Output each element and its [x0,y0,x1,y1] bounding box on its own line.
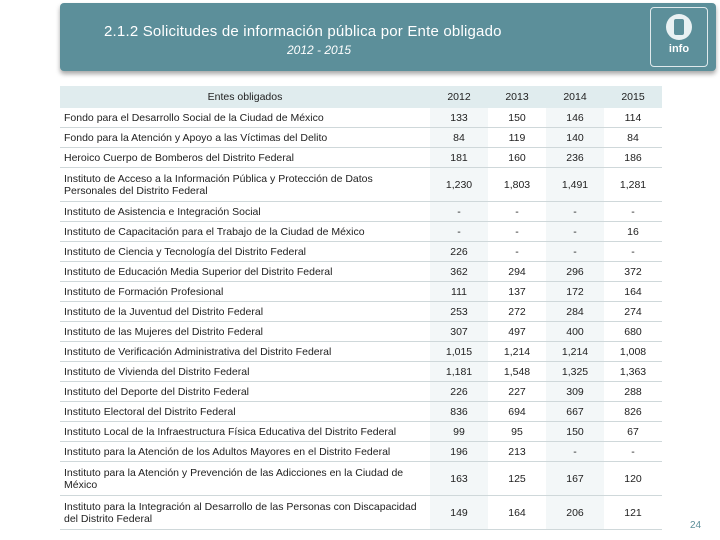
value-cell: 400 [546,322,604,342]
value-cell: - [604,442,662,462]
table-row [60,442,662,462]
entity-name-cell: Instituto de Acceso a la Información Pública y Protección de Datos Personales del Distrito Federal [60,168,430,202]
value-cell: 1,230 [430,168,488,202]
entity-name-cell: Instituto de Verificación Administrativa del Distrito Federal [60,342,430,362]
value-cell: 99 [430,422,488,442]
value-cell: 1,363 [604,362,662,382]
value-cell: 16 [604,222,662,242]
value-cell: 181 [430,148,488,168]
value-cell: 372 [604,262,662,282]
title-banner [60,3,716,71]
entity-name-cell: Instituto de Ciencia y Tecnología del Distrito Federal [60,242,430,262]
value-cell: 272 [488,302,546,322]
value-cell: 84 [604,128,662,148]
value-cell: 1,491 [546,168,604,202]
value-cell: - [546,442,604,462]
value-cell: - [546,222,604,242]
table-row [60,382,662,402]
value-cell: 362 [430,262,488,282]
value-cell: 1,008 [604,342,662,362]
entity-name-cell: Instituto Electoral del Distrito Federal [60,402,430,422]
entity-name-cell: Instituto de Vivienda del Distrito Federal [60,362,430,382]
column-header-2013: 2013 [488,86,546,108]
table-row [60,496,662,530]
entity-name-cell: Instituto de Educación Media Superior del Distrito Federal [60,262,430,282]
value-cell: 236 [546,148,604,168]
entity-name-cell: Fondo para el Desarrollo Social de la Ciudad de México [60,108,430,128]
value-cell: - [546,202,604,222]
value-cell: 294 [488,262,546,282]
value-cell: 120 [604,462,662,496]
entity-name-cell: Instituto de Capacitación para el Trabajo de la Ciudad de México [60,222,430,242]
value-cell: - [430,222,488,242]
entity-name-cell: Instituto de la Juventud del Distrito Federal [60,302,430,322]
value-cell: 1,181 [430,362,488,382]
value-cell: 125 [488,462,546,496]
table-row [60,402,662,422]
value-cell: 1,325 [546,362,604,382]
value-cell: 226 [430,242,488,262]
value-cell: 150 [546,422,604,442]
entity-name-cell: Instituto para la Integración al Desarrollo de las Personas con Discapacidad del Distrito Federal [60,496,430,530]
table-row [60,242,662,262]
logo-wordmark: info [668,43,690,55]
value-cell: 186 [604,148,662,168]
value-cell: 1,803 [488,168,546,202]
value-cell: 133 [430,108,488,128]
value-cell: 172 [546,282,604,302]
entity-name-cell: Instituto para la Atención de los Adultos Mayores en el Distrito Federal [60,442,430,462]
column-header-entes: Entes obligados [60,86,430,108]
value-cell: 1,548 [488,362,546,382]
table-row [60,128,662,148]
page-number: 24 [690,520,702,531]
value-cell: 114 [604,108,662,128]
value-cell: 67 [604,422,662,442]
value-cell: 164 [604,282,662,302]
table-row [60,302,662,322]
entity-name-cell: Instituto de Asistencia e Integración Social [60,202,430,222]
value-cell: 84 [430,128,488,148]
value-cell: 206 [546,496,604,530]
value-cell: 680 [604,322,662,342]
table-row [60,168,662,202]
table-row [60,108,662,128]
value-cell: 119 [488,128,546,148]
table-row [60,462,662,496]
table-row [60,262,662,282]
entity-name-cell: Instituto de Formación Profesional [60,282,430,302]
value-cell: 137 [488,282,546,302]
requests-table [60,86,662,530]
table-row [60,202,662,222]
value-cell: 274 [604,302,662,322]
table-row [60,322,662,342]
entity-name-cell: Instituto Local de la Infraestructura Física Educativa del Distrito Federal [60,422,430,442]
value-cell: 826 [604,402,662,422]
value-cell: 296 [546,262,604,282]
value-cell: 1,015 [430,342,488,362]
value-cell: 160 [488,148,546,168]
table-row [60,342,662,362]
value-cell: 140 [546,128,604,148]
value-cell: 497 [488,322,546,342]
value-cell: 1,281 [604,168,662,202]
page-subtitle: 2012 - 2015 [287,43,352,57]
value-cell: 150 [488,108,546,128]
value-cell: 196 [430,442,488,462]
value-cell: 111 [430,282,488,302]
value-cell: 167 [546,462,604,496]
value-cell: - [488,202,546,222]
value-cell: 226 [430,382,488,402]
table-row [60,222,662,242]
value-cell: 164 [488,496,546,530]
value-cell: - [488,222,546,242]
value-cell: - [430,202,488,222]
value-cell: 146 [546,108,604,128]
value-cell: 307 [430,322,488,342]
value-cell: - [546,242,604,262]
column-header-2014: 2014 [546,86,604,108]
column-header-2015: 2015 [604,86,662,108]
column-header-2012: 2012 [430,86,488,108]
entity-name-cell: Instituto para la Atención y Prevención de las Adicciones en la Ciudad de México [60,462,430,496]
value-cell: 836 [430,402,488,422]
value-cell: 288 [604,382,662,402]
table-row [60,148,662,168]
info-logo [650,7,708,67]
page-title: 2.1.2 Solicitudes de información pública por Ente obligado [104,23,502,40]
entity-name-cell: Instituto del Deporte del Distrito Federal [60,382,430,402]
value-cell: 213 [488,442,546,462]
table-row [60,422,662,442]
value-cell: 163 [430,462,488,496]
value-cell: 284 [546,302,604,322]
value-cell: 309 [546,382,604,402]
entity-name-cell: Fondo para la Atención y Apoyo a las Víctimas del Delito [60,128,430,148]
value-cell: 694 [488,402,546,422]
value-cell: 227 [488,382,546,402]
value-cell: 95 [488,422,546,442]
value-cell: 253 [430,302,488,322]
table-header-row [60,86,662,108]
entity-name-cell: Heroico Cuerpo de Bomberos del Distrito Federal [60,148,430,168]
table-row [60,362,662,382]
value-cell: 1,214 [488,342,546,362]
value-cell: 121 [604,496,662,530]
value-cell: - [488,242,546,262]
value-cell: - [604,242,662,262]
value-cell: 149 [430,496,488,530]
info-logo-icon [666,14,692,40]
value-cell: 1,214 [546,342,604,362]
value-cell: - [604,202,662,222]
value-cell: 667 [546,402,604,422]
table-row [60,282,662,302]
entity-name-cell: Instituto de las Mujeres del Distrito Federal [60,322,430,342]
